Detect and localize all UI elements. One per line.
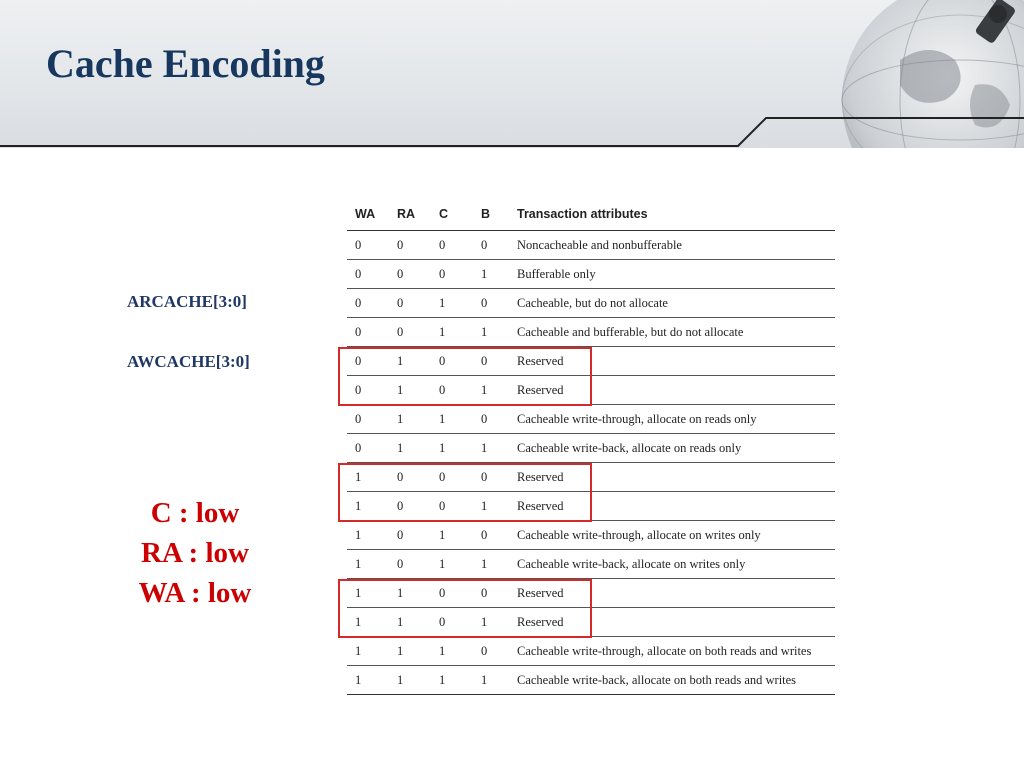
cell-wa: 0 xyxy=(347,405,389,434)
cell-ra: 1 xyxy=(389,347,431,376)
cell-c: 1 xyxy=(431,637,473,666)
cell-c: 0 xyxy=(431,492,473,521)
cell-c: 0 xyxy=(431,347,473,376)
cell-b: 0 xyxy=(473,231,509,260)
cell-ra: 0 xyxy=(389,492,431,521)
table-row xyxy=(347,550,835,579)
slide-title: Cache Encoding xyxy=(46,41,325,86)
cell-wa: 1 xyxy=(347,637,389,666)
cell-c: 1 xyxy=(431,318,473,347)
cell-b: 1 xyxy=(473,608,509,637)
cell-ra: 1 xyxy=(389,434,431,463)
reserved-highlight-2 xyxy=(338,463,592,522)
cell-attributes: Reserved xyxy=(509,579,835,608)
header-c: C xyxy=(431,198,473,231)
header-b: B xyxy=(473,198,509,231)
cell-attributes: Cacheable write-through, allocate on writes only xyxy=(509,521,835,550)
cell-ra: 0 xyxy=(389,260,431,289)
cell-b: 0 xyxy=(473,289,509,318)
cell-c: 1 xyxy=(431,666,473,695)
header-ra: RA xyxy=(389,198,431,231)
cell-ra: 1 xyxy=(389,637,431,666)
cache-encoding-table xyxy=(347,198,835,695)
cell-attributes: Cacheable, but do not allocate xyxy=(509,289,835,318)
cell-attributes: Cacheable write-through, allocate on reads only xyxy=(509,405,835,434)
cell-c: 1 xyxy=(431,521,473,550)
cell-wa: 0 xyxy=(347,260,389,289)
cell-b: 1 xyxy=(473,666,509,695)
table-row xyxy=(347,434,835,463)
cell-attributes: Cacheable write-back, allocate on reads only xyxy=(509,434,835,463)
reserved-highlight-1 xyxy=(338,347,592,406)
cell-b: 0 xyxy=(473,463,509,492)
cell-wa: 0 xyxy=(347,347,389,376)
cell-b: 1 xyxy=(473,434,509,463)
cell-wa: 1 xyxy=(347,492,389,521)
cell-b: 0 xyxy=(473,637,509,666)
cell-wa: 0 xyxy=(347,376,389,405)
cell-b: 1 xyxy=(473,492,509,521)
table-row xyxy=(347,260,835,289)
header-divider xyxy=(0,116,1024,150)
cell-attributes: Reserved xyxy=(509,376,835,405)
header-wa: WA xyxy=(347,198,389,231)
table-row xyxy=(347,666,835,695)
cell-c: 0 xyxy=(431,608,473,637)
cell-attributes: Reserved xyxy=(509,463,835,492)
cell-b: 1 xyxy=(473,260,509,289)
table-row xyxy=(347,318,835,347)
cell-wa: 1 xyxy=(347,463,389,492)
cell-attributes: Reserved xyxy=(509,608,835,637)
table-header-row xyxy=(347,198,835,231)
cell-ra: 0 xyxy=(389,463,431,492)
cell-b: 1 xyxy=(473,376,509,405)
cell-c: 0 xyxy=(431,260,473,289)
cell-b: 1 xyxy=(473,318,509,347)
cell-ra: 0 xyxy=(389,318,431,347)
table-row xyxy=(347,231,835,260)
cell-wa: 1 xyxy=(347,550,389,579)
cell-wa: 0 xyxy=(347,289,389,318)
cell-b: 1 xyxy=(473,550,509,579)
reserved-highlight-3 xyxy=(338,579,592,638)
awcache-label: AWCACHE[3:0] xyxy=(127,352,250,371)
cell-ra: 0 xyxy=(389,550,431,579)
cell-ra: 1 xyxy=(389,579,431,608)
note-c-low: C : low xyxy=(150,497,240,529)
cell-attributes: Cacheable write-back, allocate on writes only xyxy=(509,550,835,579)
cell-c: 0 xyxy=(431,463,473,492)
cell-wa: 1 xyxy=(347,608,389,637)
cell-wa: 1 xyxy=(347,521,389,550)
cell-attributes: Cacheable write-through, allocate on both reads and writes xyxy=(509,637,835,666)
cell-c: 1 xyxy=(431,289,473,318)
cell-attributes: Cacheable write-back, allocate on both reads and writes xyxy=(509,666,835,695)
cell-attributes: Noncacheable and nonbufferable xyxy=(509,231,835,260)
cell-c: 1 xyxy=(431,550,473,579)
cell-attributes: Reserved xyxy=(509,492,835,521)
cell-b: 0 xyxy=(473,405,509,434)
cell-attributes: Reserved xyxy=(509,347,835,376)
header-attributes: Transaction attributes xyxy=(509,198,835,231)
cell-b: 0 xyxy=(473,521,509,550)
cell-wa: 1 xyxy=(347,579,389,608)
table-row xyxy=(347,405,835,434)
cell-c: 0 xyxy=(431,231,473,260)
cell-b: 0 xyxy=(473,347,509,376)
cell-c: 0 xyxy=(431,579,473,608)
cell-wa: 1 xyxy=(347,666,389,695)
cell-c: 1 xyxy=(431,405,473,434)
cell-c: 1 xyxy=(431,434,473,463)
cell-wa: 0 xyxy=(347,434,389,463)
cell-ra: 0 xyxy=(389,231,431,260)
cell-attributes: Bufferable only xyxy=(509,260,835,289)
note-ra-low: RA : low xyxy=(141,537,249,569)
cell-ra: 1 xyxy=(389,608,431,637)
cell-attributes: Cacheable and bufferable, but do not allocate xyxy=(509,318,835,347)
table-row xyxy=(347,637,835,666)
note-wa-low: WA : low xyxy=(138,577,252,609)
cell-ra: 1 xyxy=(389,376,431,405)
cell-ra: 1 xyxy=(389,666,431,695)
cell-ra: 0 xyxy=(389,521,431,550)
cell-ra: 0 xyxy=(389,289,431,318)
table-row xyxy=(347,289,835,318)
arcache-label: ARCACHE[3:0] xyxy=(127,292,247,311)
table-row xyxy=(347,521,835,550)
cell-ra: 1 xyxy=(389,405,431,434)
cell-b: 0 xyxy=(473,579,509,608)
cell-wa: 0 xyxy=(347,231,389,260)
cell-c: 0 xyxy=(431,376,473,405)
cell-wa: 0 xyxy=(347,318,389,347)
